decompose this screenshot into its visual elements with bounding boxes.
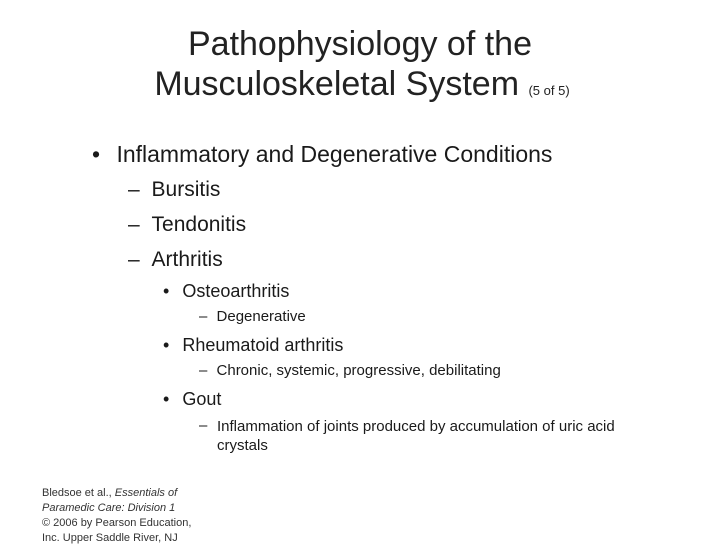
- item-rheumatoid-arthritis: [163, 335, 343, 356]
- detail-text: Chronic, systemic, progressive, debilitating: [216, 362, 501, 379]
- item-gout-text: Gout: [182, 389, 222, 409]
- dash-icon: –: [199, 417, 208, 434]
- detail-gout: [199, 417, 657, 455]
- dash-icon: –: [199, 308, 208, 325]
- citation-book: Essentials of Paramedic Care: Division 1: [42, 487, 178, 514]
- title-line-2: [0, 64, 720, 111]
- title-line-2-text: Musculoskeletal System: [154, 65, 520, 103]
- sub-item-arthritis: [128, 248, 223, 272]
- title-part-indicator: (5 of 5): [528, 83, 570, 98]
- detail-text: Inflammation of joints produced by accumulation of uric acid crystals: [217, 418, 615, 454]
- detail-rheumatoid: [199, 362, 501, 379]
- sub-item-label: Bursitis: [151, 178, 221, 201]
- dash-icon: –: [128, 248, 140, 271]
- item-gout: [163, 389, 221, 410]
- sub-item-bursitis: [128, 178, 220, 202]
- bullet-dot-icon: •: [92, 141, 101, 167]
- citation-copyright: © 2006 by Pearson Education, Inc. Upper Saddle River, NJ: [42, 517, 192, 544]
- bullet-dot-icon: •: [163, 335, 170, 355]
- citation-footer: [42, 486, 212, 546]
- bullet-main: [92, 141, 552, 168]
- sub-item-label: Tendonitis: [151, 213, 247, 236]
- bullet-dot-icon: •: [163, 281, 170, 301]
- detail-text: Degenerative: [216, 308, 306, 325]
- bullet-main-text: Inflammatory and Degenerative Conditions: [116, 141, 553, 167]
- slide-title: [0, 24, 720, 111]
- sub-item-label: Arthritis: [151, 248, 223, 271]
- detail-osteoarthritis: [199, 308, 306, 325]
- item-rheumatoid-text: Rheumatoid arthritis: [182, 335, 344, 355]
- bullet-dot-icon: •: [163, 389, 170, 409]
- citation-author: Bledsoe et al.,: [42, 487, 115, 499]
- dash-icon: –: [128, 213, 140, 236]
- dash-icon: –: [199, 362, 208, 379]
- title-line-1: Pathophysiology of the: [187, 25, 533, 63]
- sub-item-tendonitis: [128, 213, 246, 237]
- dash-icon: –: [128, 178, 140, 201]
- item-osteoarthritis-text: Osteoarthritis: [182, 281, 290, 301]
- item-osteoarthritis: [163, 281, 289, 302]
